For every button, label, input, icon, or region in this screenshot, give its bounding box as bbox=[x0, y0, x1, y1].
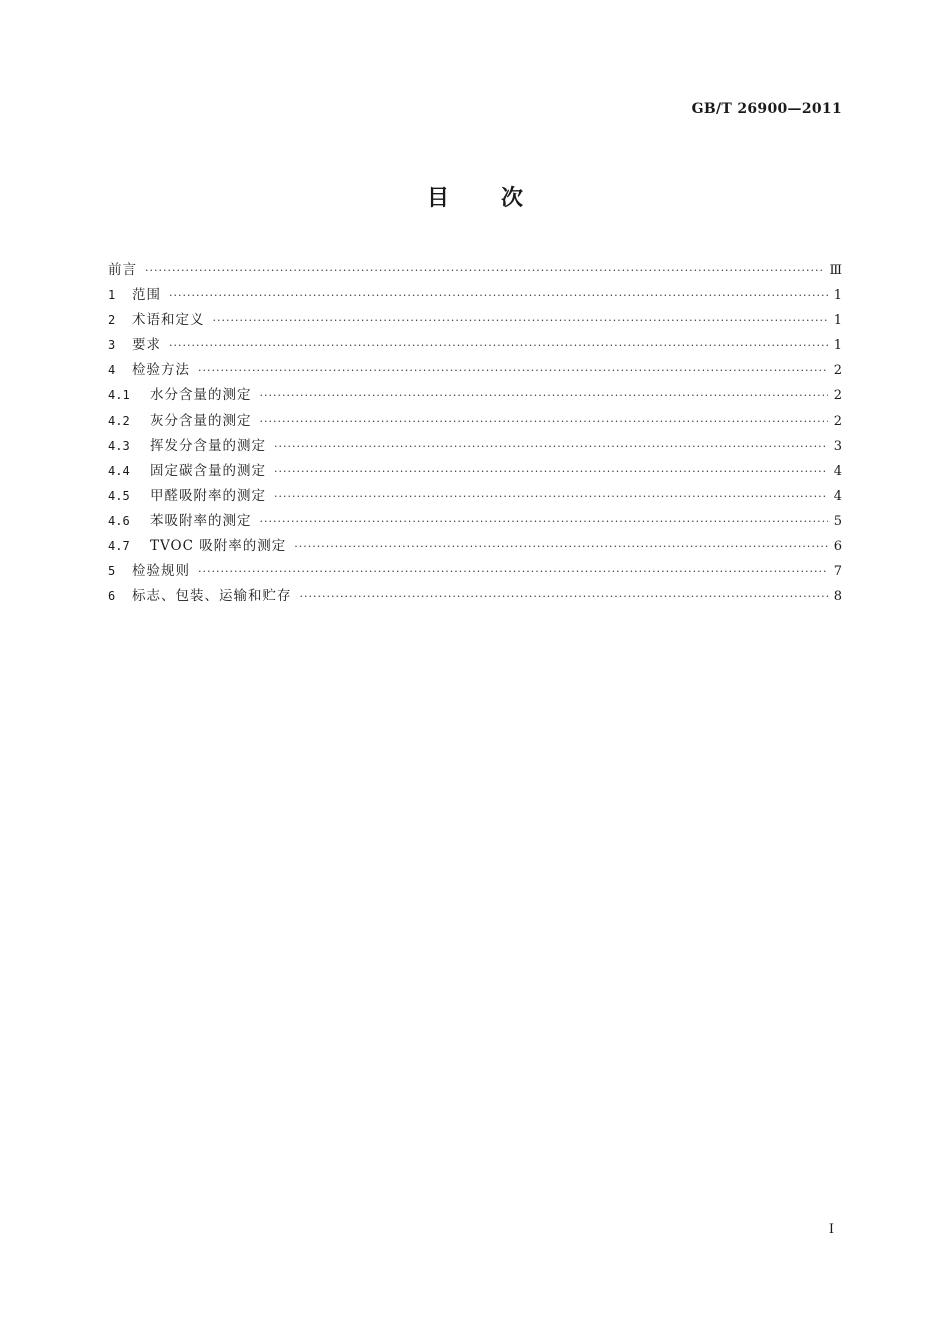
toc-entry-6[interactable] bbox=[108, 584, 842, 609]
page-number: I bbox=[828, 1222, 834, 1237]
toc-entry-number: 4.5 bbox=[108, 488, 130, 503]
toc-entry-4-5[interactable] bbox=[108, 484, 842, 509]
toc-entry-page: 4 bbox=[833, 463, 842, 479]
toc-entry-3[interactable] bbox=[108, 333, 842, 358]
toc-entry-page: 8 bbox=[833, 589, 842, 605]
toc-entry-label: 术语和定义 bbox=[132, 312, 205, 329]
toc-entry-label: 检验规则 bbox=[132, 563, 190, 580]
toc-entry-number: 4.4 bbox=[108, 463, 130, 478]
toc-entry-4-7[interactable] bbox=[108, 534, 842, 559]
toc-leader-dots bbox=[260, 383, 828, 408]
title-char-2: 次 bbox=[501, 186, 524, 211]
toc-entry-page: 2 bbox=[833, 388, 842, 404]
toc-entry-5[interactable] bbox=[108, 559, 842, 584]
toc-leader-dots bbox=[260, 409, 828, 434]
toc-entry-page: 5 bbox=[833, 513, 842, 529]
toc-leader-dots bbox=[274, 484, 828, 509]
toc-entry-label: 前言 bbox=[108, 262, 137, 278]
toc-entry-4[interactable] bbox=[108, 358, 842, 383]
toc-entry-label: 检验方法 bbox=[132, 362, 190, 379]
toc-entry-label: 范围 bbox=[132, 287, 161, 304]
toc-entry-2[interactable] bbox=[108, 308, 842, 333]
toc-entry-label: 甲醛吸附率的测定 bbox=[150, 487, 266, 504]
toc-entry-4-1[interactable] bbox=[108, 383, 842, 408]
toc-entry-number: 3 bbox=[108, 338, 116, 353]
toc-entry-page: 2 bbox=[833, 413, 842, 429]
toc-leader-dots bbox=[169, 333, 828, 358]
toc-leader-dots bbox=[198, 559, 828, 584]
toc-leader-dots bbox=[213, 308, 828, 333]
toc-entry-4-2[interactable] bbox=[108, 409, 842, 434]
toc-entry-page: 2 bbox=[833, 363, 842, 379]
toc-entry-4-6[interactable] bbox=[108, 509, 842, 534]
toc-entry-label: 标志、包装、运输和贮存 bbox=[132, 588, 292, 605]
toc-entry-label: 要求 bbox=[132, 337, 161, 354]
toc-entry-label: 挥发分含量的测定 bbox=[150, 437, 266, 454]
toc-entry-preface[interactable] bbox=[108, 258, 842, 283]
toc-entry-page: 1 bbox=[833, 338, 842, 354]
toc-entry-number: 5 bbox=[108, 564, 116, 579]
toc-entry-page: 1 bbox=[833, 313, 842, 329]
toc-entry-number: 4.3 bbox=[108, 438, 130, 453]
toc-entry-page: Ⅲ bbox=[829, 263, 842, 278]
toc-entry-page: 6 bbox=[833, 539, 842, 555]
toc-entry-number: 4.7 bbox=[108, 539, 130, 554]
page-title bbox=[0, 181, 950, 212]
toc-leader-dots bbox=[274, 459, 828, 484]
toc-entry-label: 苯吸附率的测定 bbox=[150, 512, 252, 529]
toc-leader-dots bbox=[260, 509, 828, 534]
toc-leader-dots bbox=[169, 283, 828, 308]
toc-entry-label: TVOC 吸附率的测定 bbox=[150, 538, 287, 555]
toc-entry-page: 4 bbox=[833, 488, 842, 504]
toc-leader-dots bbox=[300, 584, 828, 609]
toc-entry-number: 4.6 bbox=[108, 513, 130, 528]
toc-entry-1[interactable] bbox=[108, 283, 842, 308]
toc-leader-dots bbox=[198, 358, 828, 383]
toc-entry-label: 固定碳含量的测定 bbox=[150, 462, 266, 479]
toc-entry-number: 4.1 bbox=[108, 388, 130, 403]
toc-entry-number: 6 bbox=[108, 589, 116, 604]
toc-entry-4-4[interactable] bbox=[108, 459, 842, 484]
toc-entry-number: 4.2 bbox=[108, 413, 130, 428]
toc-entry-page: 7 bbox=[833, 564, 842, 580]
toc-leader-dots bbox=[145, 258, 823, 283]
toc-entry-number: 2 bbox=[108, 313, 116, 328]
title-char-1: 目 bbox=[426, 186, 449, 211]
toc-entry-4-3[interactable] bbox=[108, 434, 842, 459]
table-of-contents bbox=[108, 258, 842, 609]
toc-entry-number: 1 bbox=[108, 288, 116, 303]
toc-leader-dots bbox=[274, 434, 828, 459]
toc-entry-label: 灰分含量的测定 bbox=[150, 412, 252, 429]
toc-entry-page: 1 bbox=[833, 288, 842, 304]
toc-entry-label: 水分含量的测定 bbox=[150, 387, 252, 404]
toc-entry-page: 3 bbox=[833, 438, 842, 454]
toc-entry-number: 4 bbox=[108, 363, 116, 378]
toc-leader-dots bbox=[294, 534, 828, 559]
standard-number: GB/T 26900—2011 bbox=[691, 101, 842, 117]
